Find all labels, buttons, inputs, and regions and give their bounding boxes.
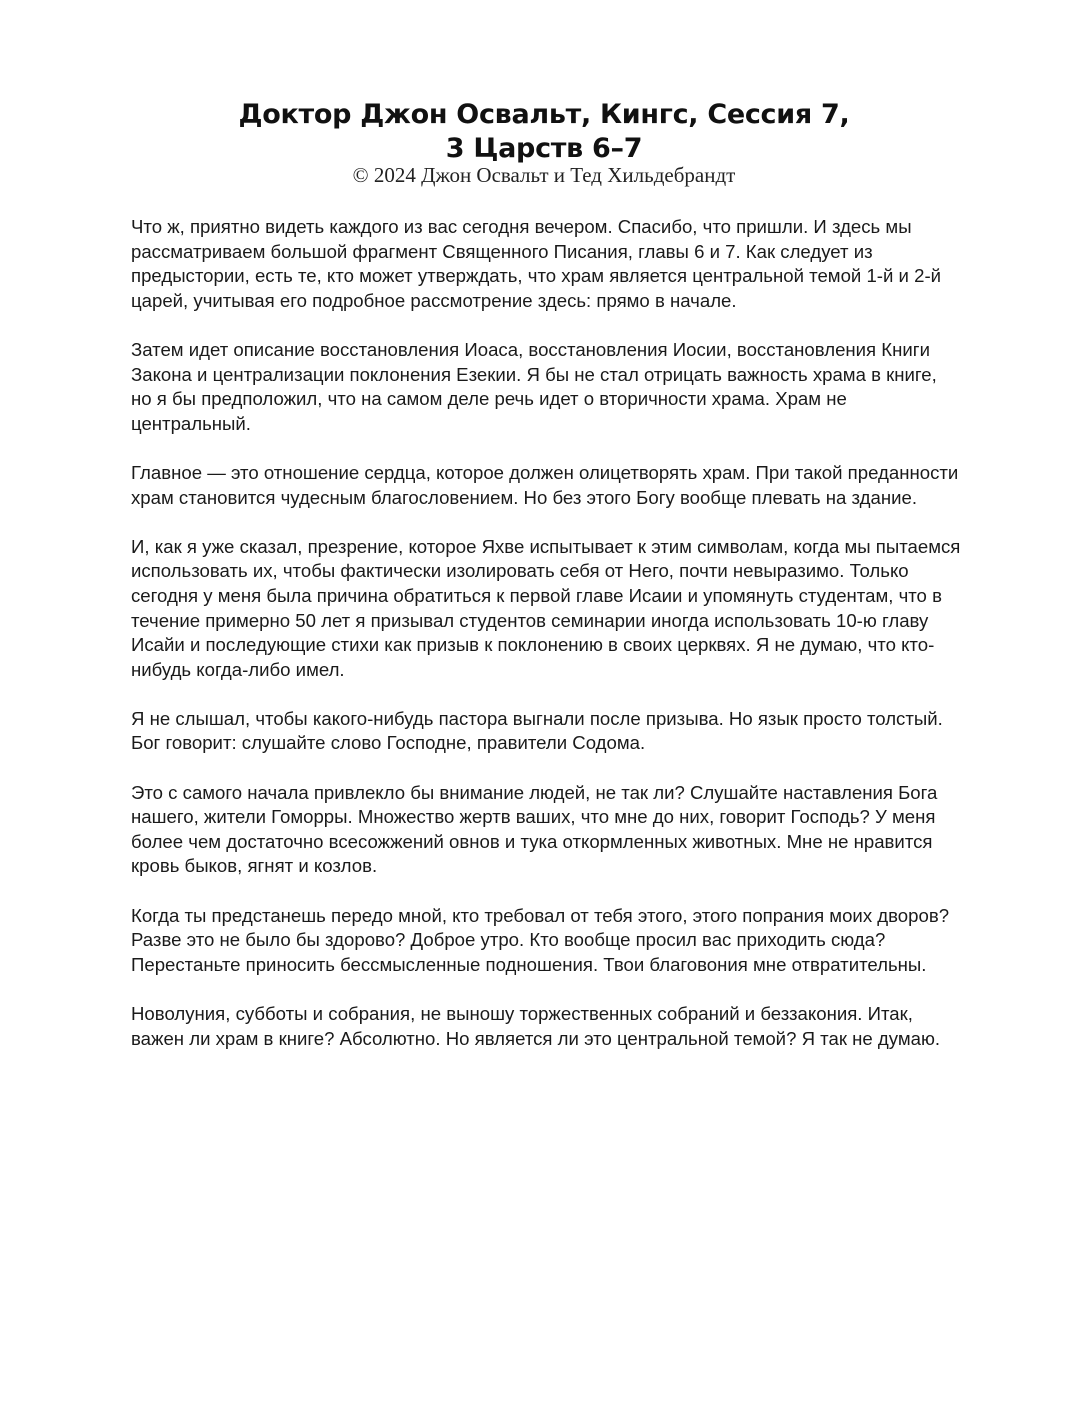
document-title-line-2: 3 Царств 6–7 <box>445 133 643 164</box>
document-title-line-1: Доктор Джон Освальт, Кингс, Сессия 7, <box>238 99 850 130</box>
paragraph-4: И, как я уже сказал, презрение, которое Яхве испытывает к этим символам, когда мы пытаемся использовать их, чтобы фактически изолировать себя от Него, почти невыразимо. Только сегодня у меня была причина обратиться к первой главе Исаии и упомянуть студентам, что в течение примерно 50 лет я призывал студентов семинарии иногда использовать 10-ю главу Исайи и последующие стихи как призыв к поклонению в своих церквях. Я не думаю, что кто-нибудь когда-либо имел. <box>131 535 961 680</box>
copyright-notice: © 2024 Джон Освальт и Тед Хильдебрандт <box>352 163 736 187</box>
paragraph-2: Затем идет описание восстановления Иоаса, восстановления Иосии, восстановления Книги Закона и централизации поклонения Езекии. Я бы не стал отрицать важность храма в книге, но я бы предположил, что на самом деле речь идет о вторичности храма. Храм не центральный. <box>131 338 937 434</box>
paragraph-3: Главное — это отношение сердца, которое должен олицетворять храм. При такой преданности храм становится чудесным благословением. Но без этого Богу вообще плевать на здание. <box>131 461 959 508</box>
paragraph-1: Что ж, приятно видеть каждого из вас сегодня вечером. Спасибо, что пришли. И здесь мы рассматриваем большой фрагмент Священного Писания, главы 6 и 7. Как следует из предыстории, есть те, кто может утверждать, что храм является центральной темой 1-й и 2-й царей, учитывая его подробное рассмотрение здесь: прямо в начале. <box>131 216 942 311</box>
body-text <box>131 215 961 1076</box>
paragraph-8: Новолуния, субботы и собрания, не выношу торжественных собраний и беззакония. Итак, важен ли храм в книге? Абсолютно. Но является ли это центральной темой? Я так не думаю. <box>131 1003 941 1049</box>
title-block <box>0 98 1088 186</box>
paragraph-5: Я не слышал, чтобы какого-нибудь пастора выгнали после призыва. Но язык просто толстый. Бог говорит: слушайте слово Господне, правители Содома. <box>131 707 943 754</box>
paragraph-6: Это с самого начала привлекло бы внимание людей, не так ли? Слушайте наставления Бога нашего, жители Гоморры. Множество жертв ваших, что мне до них, говорит Господь? У меня более чем достаточно всесожжений овнов и тука откормленных животных. Мне не нравится кровь быков, ягнят и козлов. <box>131 781 938 877</box>
paragraph-7: Когда ты предстанешь передо мной, кто требовал от тебя этого, этого попрания моих дворов? Разве это не было бы здорово? Доброе утро. Кто вообще просил вас приходить сюда? Перестаньте приносить бессмысленные подношения. Твои благовония мне отвратительны. <box>131 904 950 975</box>
